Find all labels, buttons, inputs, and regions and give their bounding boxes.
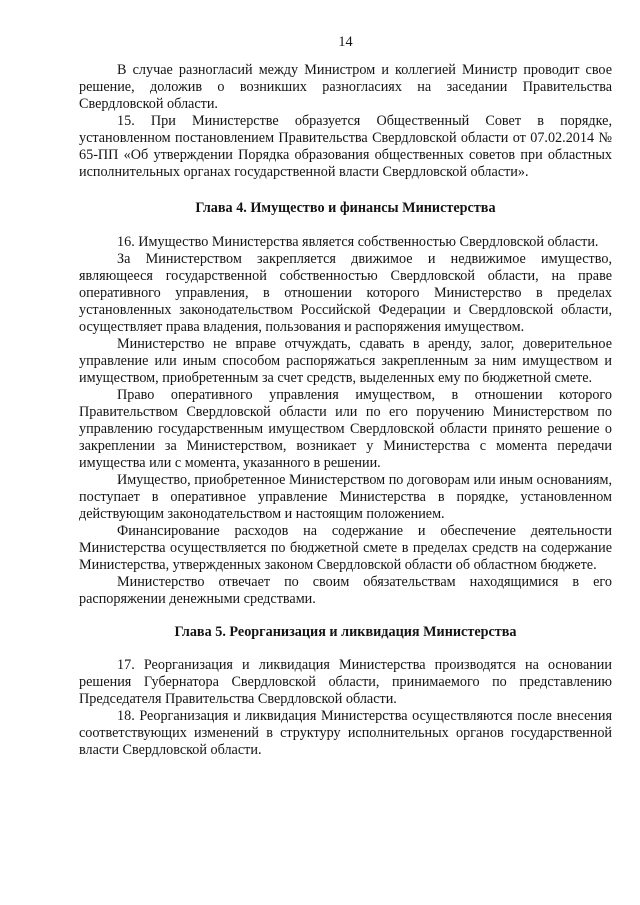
paragraph-financing: Финансирование расходов на содержание и обеспечение деятельности Министерства осуществляется по бюджетной смете в пределах средств на содержание Министерства, утвержденных законом Свердловской области об областном бюджете. (79, 523, 612, 573)
paragraph-alienation-ban: Министерство не вправе отчуждать, сдавать в аренду, залог, доверительное управление или иным способом распоряжаться закрепленным за ним имуществом и имуществом, приобретенным за счет средств, выделенных ему по бюджетной смете. (79, 336, 612, 386)
paragraph-liability: Министерство отвечает по своим обязательствам находящимися в его распоряжении денежными средствами. (79, 574, 612, 607)
paragraph-operational-management: Право оперативного управления имуществом, в отношении которого Правительством Свердловской области или по его поручению Министерством по управлению государственным имуществом Свердловской области принято решение о закреплении за Министерством, возникает у Министерства с момента передачи имущества или с момента, указанного в решении. (79, 387, 612, 471)
chapter-5-heading: Глава 5. Реорганизация и ликвидация Министерства (174, 624, 517, 640)
paragraph-18-liquidation: 18. Реорганизация и ликвидация Министерства осуществляются после внесения соответствующих изменений в структуру исполнительных органов государственной власти Свердловской области. (79, 708, 612, 758)
paragraph-acquired-property: Имущество, приобретенное Министерством по договорам или иным основаниям, поступает в оперативное управление Министерства в порядке, установленном действующим законодательством и настоящим положением. (79, 472, 612, 522)
chapter-4-heading: Глава 4. Имущество и финансы Министерства (195, 200, 496, 216)
document-page (79, 34, 612, 759)
page-number: 14 (338, 34, 353, 50)
paragraph-disagreement: В случае разногласий между Министром и коллегией Министр проводит свое решение, доложив о возникших разногласиях на заседании Правительства Свердловской области. (79, 62, 612, 112)
paragraph-16-property: 16. Имущество Министерства является собственностью Свердловской области. (117, 234, 599, 250)
paragraph-property-assignment: За Министерством закрепляется движимое и недвижимое имущество, являющееся государственной собственностью Свердловской области, на праве оперативного управления, в отношении которого Министерство в пределах установленных законодательством Российской Федерации и Свердловской области, осуществляет права владения, пользования и распоряжения имуществом. (79, 251, 612, 335)
paragraph-17-reorganization: 17. Реорганизация и ликвидация Министерства производятся на основании решения Губернатора Свердловской области, принимаемого по представлению Председателя Правительства Свердловской области. (79, 657, 612, 707)
paragraph-15-public-council: 15. При Министерстве образуется Общественный Совет в порядке, установленном постановлением Правительства Свердловской области от 07.02.2014 № 65-ПП «Об утверждении Порядка образования общественных советов при областных исполнительных органах государственной власти Свердловской области». (79, 113, 612, 180)
